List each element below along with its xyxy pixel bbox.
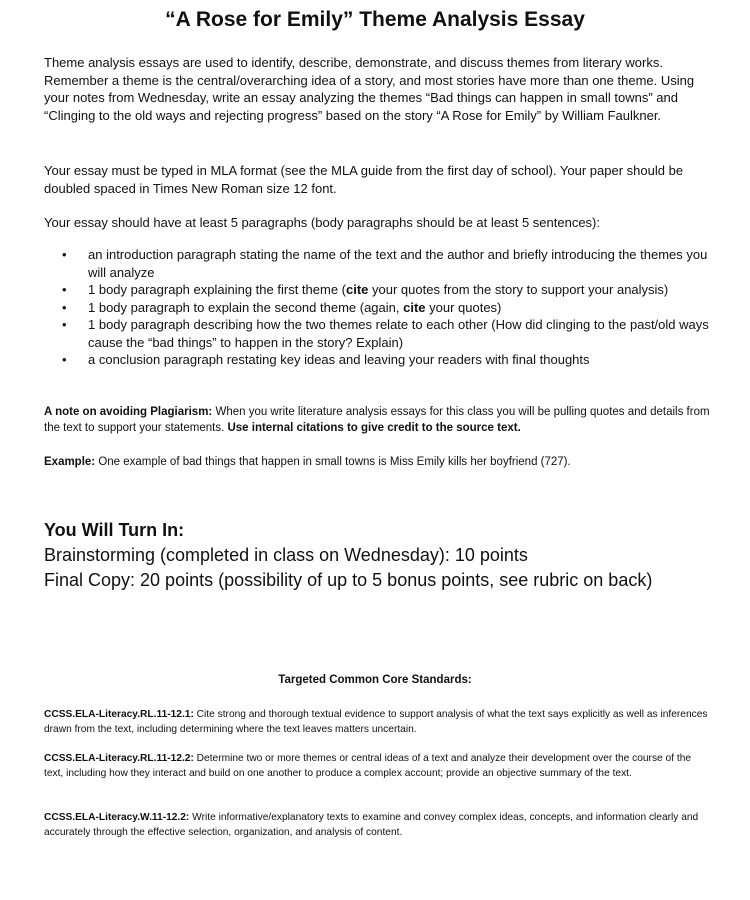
example-note: Example: One example of bad things that happen in small towns is Miss Emily kills her boyfriend (727). <box>44 456 571 468</box>
bullet-icon: • <box>62 282 67 297</box>
standard-rl-11-12-1: CCSS.ELA-Literacy.RL.11-12.1: Cite strong and thorough textual evidence to support analysis of what the text says explicitly as well as inferences drawn from the text, including determining where the text leaves matters uncertain. <box>44 709 708 735</box>
requirements-list <box>44 246 712 369</box>
plagiarism-note: A note on avoiding Plagiarism: When you write literature analysis essays for this class you will be pulling quotes and details from the text to support your statements. Use internal citations to give credit to the source text. <box>44 406 710 434</box>
page-title: “A Rose for Emily” Theme Analysis Essay <box>165 8 585 31</box>
turn-in-brainstorming: Brainstorming (completed in class on Wednesday): 10 points <box>44 545 528 565</box>
standard-w-11-12-2: CCSS.ELA-Literacy.W.11-12.2: Write informative/explanatory texts to examine and convey complex ideas, concepts, and information clearly and accurately through the effective selection, organization, and analysis of content. <box>44 812 699 838</box>
bullet-icon: • <box>62 352 67 367</box>
bullet-icon: • <box>62 247 67 262</box>
paragraphs-requirement: Your essay should have at least 5 paragraphs (body paragraphs should be at least 5 sentences): <box>44 215 600 230</box>
standard-rl-11-12-2: CCSS.ELA-Literacy.RL.11-12.2: Determine two or more themes or central ideas of a text and analyze their development over the course of the text, including how they interact and build on one another to produce a complex account; provide an objective summary of the text. <box>44 753 692 779</box>
standards-title: Targeted Common Core Standards: <box>278 674 472 686</box>
bullet-icon: • <box>62 317 67 332</box>
bullet-icon: • <box>62 299 67 315</box>
list-item: • an introduction paragraph stating the name of the text and the author and briefly introducing the themes you will analyze <box>62 247 708 280</box>
list-item: • a conclusion paragraph restating key ideas and leaving your readers with final thoughts <box>62 352 590 367</box>
list-item: • 1 body paragraph explaining the first theme (cite your quotes from the story to support your analysis) <box>62 282 669 297</box>
turn-in-section <box>44 518 724 593</box>
list-item: • 1 body paragraph describing how the two themes relate to each other (How did clinging to the past/old ways cause the “bad things” to happen in the story? Explain) <box>62 317 709 350</box>
list-item: • 1 body paragraph to explain the second theme (again, cite your quotes) <box>62 299 502 315</box>
turn-in-final-copy: Final Copy: 20 points (possibility of up to 5 bonus points, see rubric on back) <box>44 570 653 590</box>
format-paragraph: Your essay must be typed in MLA format (see the MLA guide from the first day of school). Your paper should be doubled spaced in Times New Roman size 12 font. <box>44 163 684 196</box>
turn-in-heading: You Will Turn In: <box>44 520 185 540</box>
intro-paragraph: Theme analysis essays are used to identify, describe, demonstrate, and discuss themes from literary works. Remember a theme is the central/overarching idea of a story, and most stories have more than one theme. Using your notes from Wednesday, write an essay analyzing the themes “Bad things can happen in small towns” and “Clinging to the old ways and rejecting progress” based on the story “A Rose for Emily” by William Faulkner. <box>44 55 695 123</box>
